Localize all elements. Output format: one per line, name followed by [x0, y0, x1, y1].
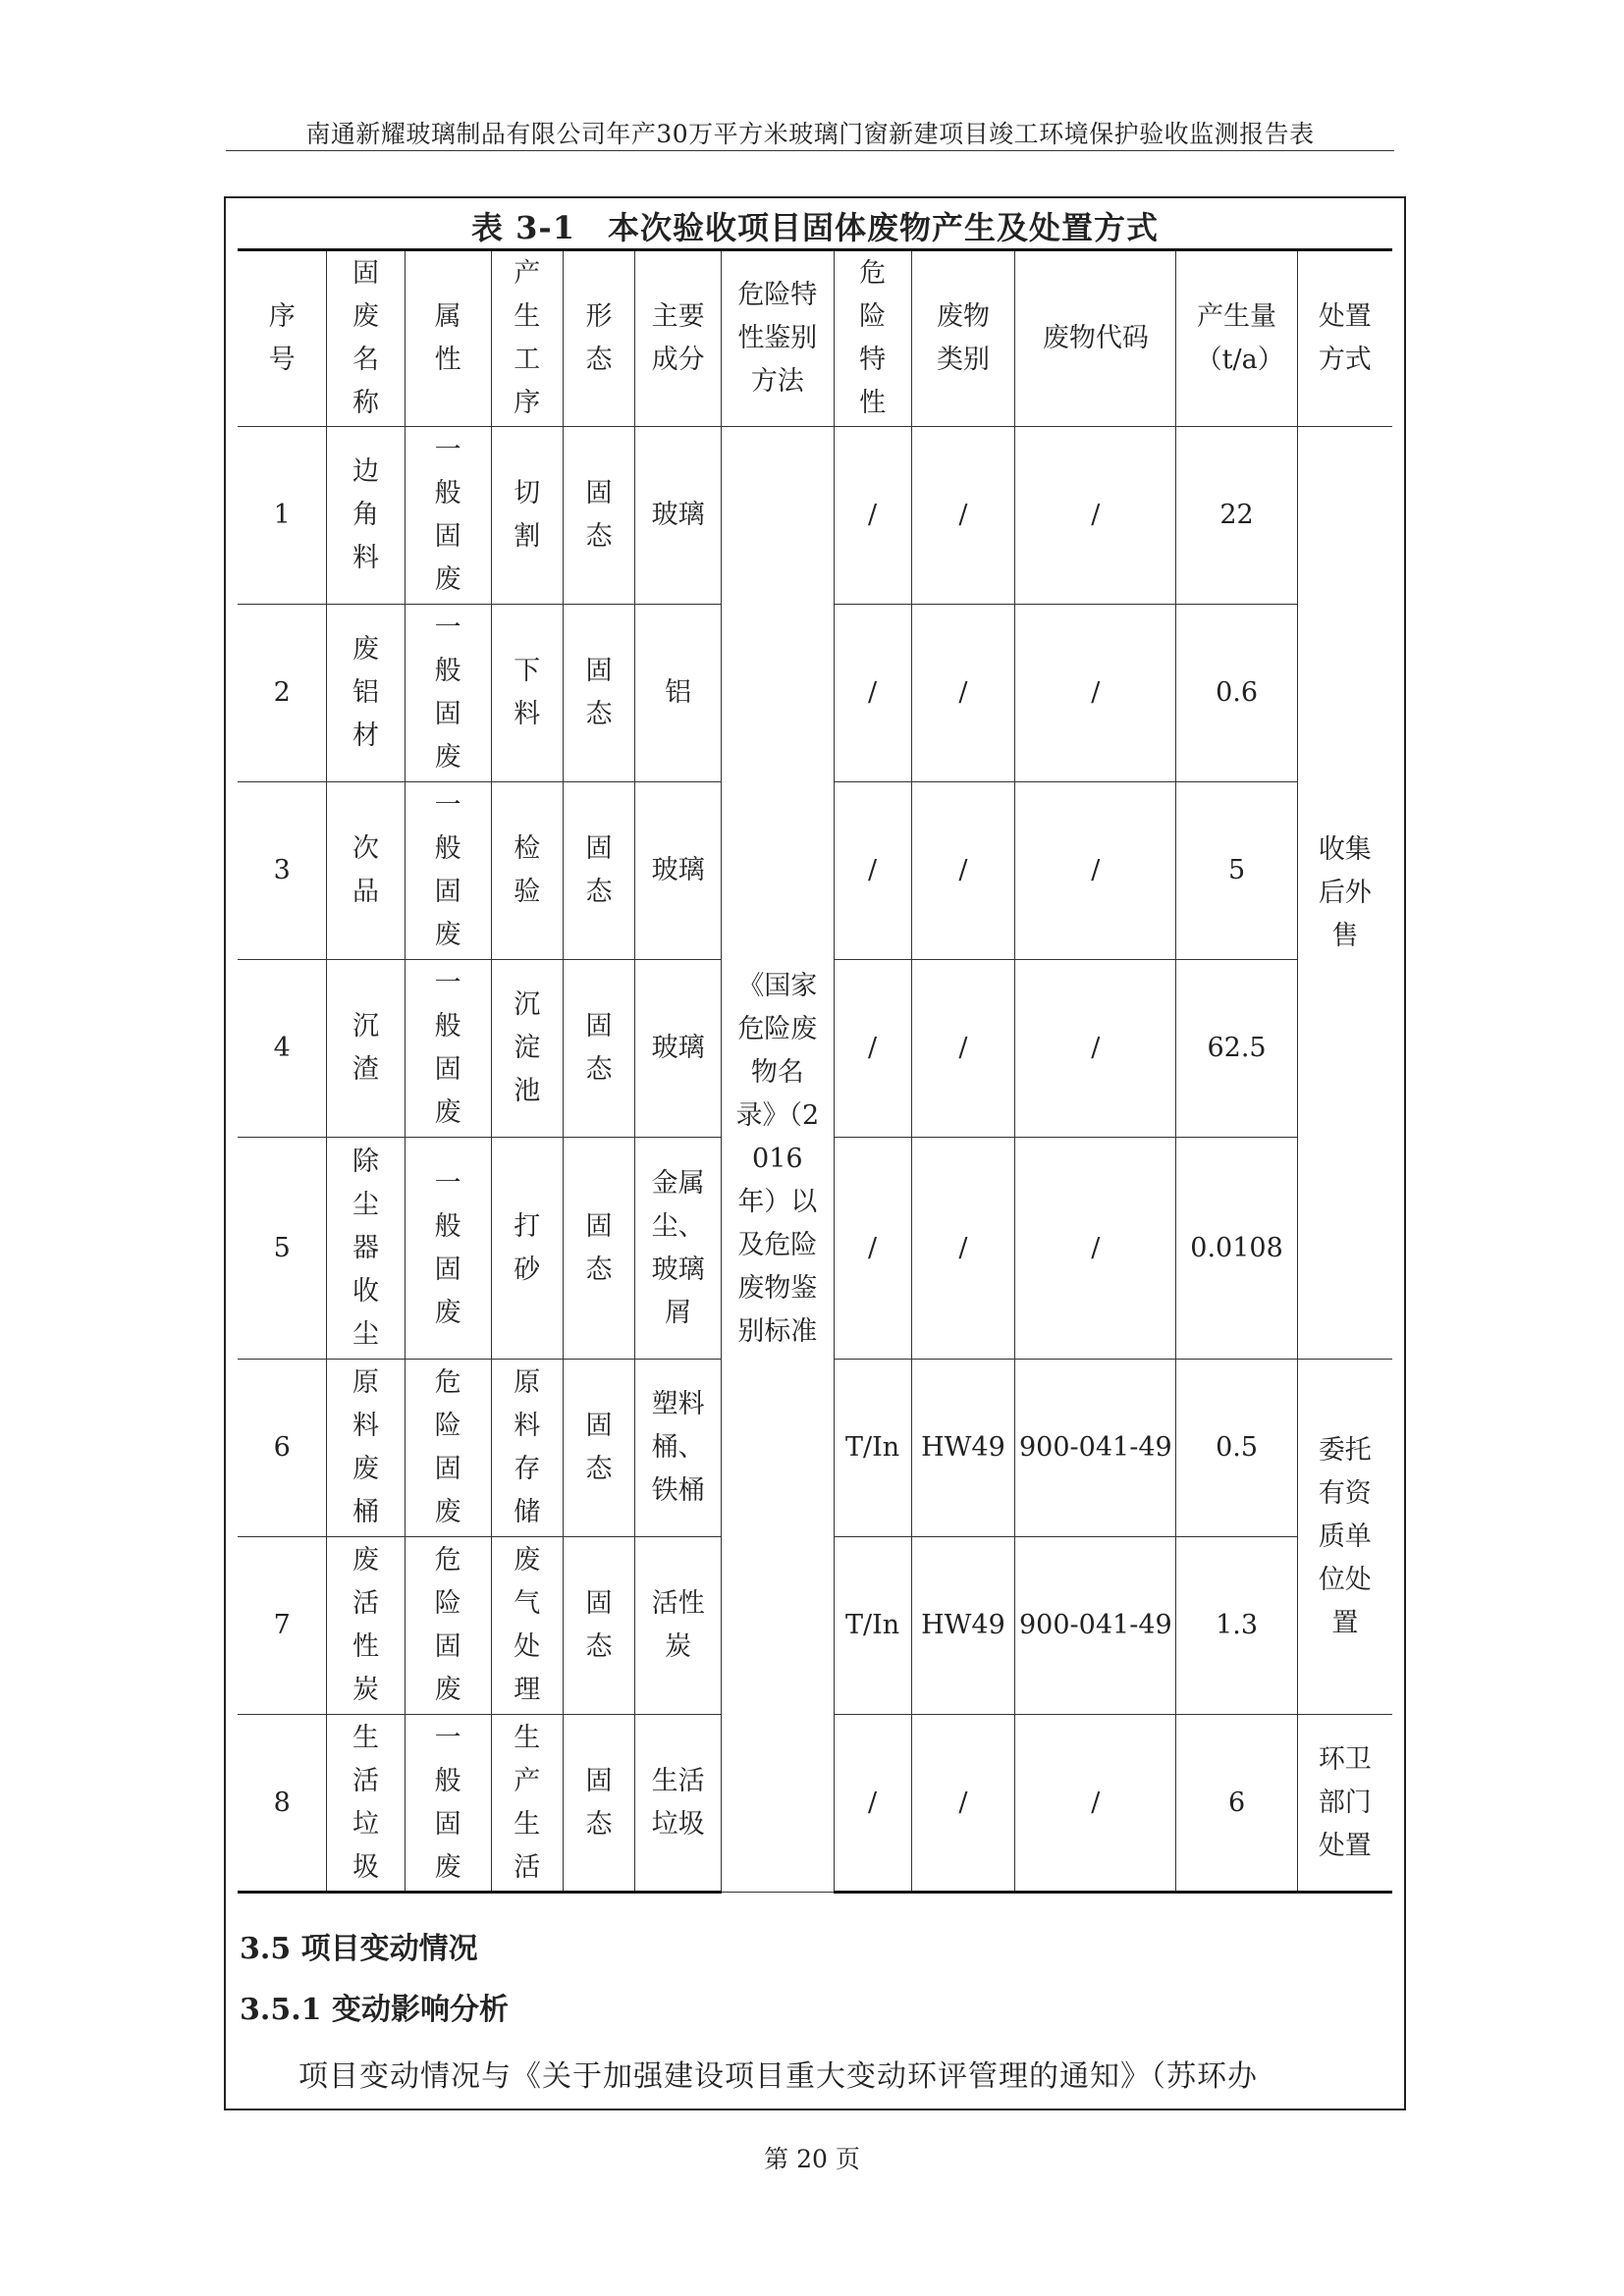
- cell-category: /: [911, 1715, 1015, 1893]
- cell-name: 除尘器收尘: [327, 1138, 405, 1360]
- cell-attr: 危险固废: [405, 1537, 491, 1715]
- cell-process: 沉淀池: [491, 960, 563, 1138]
- cell-attr: 一般固废: [405, 782, 491, 960]
- solid-waste-table: [238, 248, 1392, 1894]
- cell-amount: 0.5: [1176, 1360, 1297, 1537]
- cell-attr: 一般固废: [405, 960, 491, 1138]
- cell-category: /: [911, 1138, 1015, 1360]
- table-header-row: [238, 250, 1392, 427]
- cell-no: 7: [238, 1537, 327, 1715]
- cell-name: 边角料: [327, 427, 405, 605]
- cell-amount: 0.0108: [1176, 1138, 1297, 1360]
- cell-no: 3: [238, 782, 327, 960]
- cell-form: 固态: [563, 1138, 634, 1360]
- page-number: 第 20 页: [764, 2145, 860, 2173]
- cell-name: 原料废桶: [327, 1360, 405, 1537]
- cell-component: 玻璃: [635, 782, 722, 960]
- cell-component: 塑料桶、铁桶: [635, 1360, 722, 1537]
- cell-attr: 一般固废: [405, 1715, 491, 1893]
- cell-code: 900-041-49: [1015, 1537, 1176, 1715]
- cell-disposal: 委托有资质单位处置: [1297, 1360, 1392, 1715]
- cell-process: 下料: [491, 605, 563, 782]
- cell-amount: 1.3: [1176, 1537, 1297, 1715]
- body-paragraph: 项目变动情况与《关于加强建设项目重大变动环评管理的通知》（苏环办: [298, 2059, 1258, 2094]
- cell-component: 生活垃圾: [635, 1715, 722, 1893]
- cell-no: 6: [238, 1360, 327, 1537]
- cell-component: 铝: [635, 605, 722, 782]
- col-header: 产生量（t/a）: [1176, 250, 1297, 427]
- cell-hazard: T/In: [834, 1537, 911, 1715]
- cell-amount: 5: [1176, 782, 1297, 960]
- cell-form: 固态: [563, 960, 634, 1138]
- cell-no: 4: [238, 960, 327, 1138]
- cell-hazard: /: [834, 1138, 911, 1360]
- cell-hazard: T/In: [834, 1360, 911, 1537]
- cell-code: /: [1015, 782, 1176, 960]
- cell-process: 生产生活: [491, 1715, 563, 1893]
- cell-hazard: /: [834, 960, 911, 1138]
- cell-name: 废铝材: [327, 605, 405, 782]
- cell-code: /: [1015, 427, 1176, 605]
- cell-form: 固态: [563, 1360, 634, 1537]
- cell-disposal: 环卫部门处置: [1297, 1715, 1392, 1893]
- cell-attr: 危险固废: [405, 1360, 491, 1537]
- cell-no: 8: [238, 1715, 327, 1893]
- col-header: 固废名称: [327, 250, 405, 427]
- cell-attr: 一般固废: [405, 1138, 491, 1360]
- cell-hazard: /: [834, 1715, 911, 1893]
- section-heading-3-5: 3.5 项目变动情况: [240, 1932, 478, 1966]
- cell-hazard: /: [834, 605, 911, 782]
- cell-process: 打砂: [491, 1138, 563, 1360]
- col-header: 危险特性: [834, 250, 911, 427]
- cell-category: HW49: [911, 1537, 1015, 1715]
- cell-attr: 一般固废: [405, 427, 491, 605]
- cell-form: 固态: [563, 427, 634, 605]
- cell-form: 固态: [563, 1715, 634, 1893]
- cell-no: 5: [238, 1138, 327, 1360]
- col-header: 处置方式: [1297, 250, 1392, 427]
- col-header: 序号: [238, 250, 327, 427]
- cell-name: 废活性炭: [327, 1537, 405, 1715]
- cell-component: 玻璃: [635, 960, 722, 1138]
- cell-category: /: [911, 605, 1015, 782]
- col-header: 危险特性鉴别方法: [722, 250, 834, 427]
- header-rule: [226, 150, 1394, 151]
- cell-process: 切割: [491, 427, 563, 605]
- cell-code: /: [1015, 960, 1176, 1138]
- cell-attr: 一般固废: [405, 605, 491, 782]
- cell-name: 生活垃圾: [327, 1715, 405, 1893]
- cell-form: 固态: [563, 1537, 634, 1715]
- col-header: 产生工序: [491, 250, 563, 427]
- cell-category: /: [911, 960, 1015, 1138]
- cell-process: 原料存储: [491, 1360, 563, 1537]
- cell-code: /: [1015, 605, 1176, 782]
- cell-category: HW49: [911, 1360, 1015, 1537]
- cell-amount: 22: [1176, 427, 1297, 605]
- cell-component: 活性炭: [635, 1537, 722, 1715]
- cell-code: /: [1015, 1715, 1176, 1893]
- cell-no: 2: [238, 605, 327, 782]
- col-header: 主要成分: [635, 250, 722, 427]
- table-title: 表 3-1 本次验收项目固体废物产生及处置方式: [471, 209, 1159, 246]
- cell-hazard: /: [834, 782, 911, 960]
- cell-component: 金属尘、玻璃屑: [635, 1138, 722, 1360]
- col-header: 属性: [405, 250, 491, 427]
- cell-process: 检验: [491, 782, 563, 960]
- col-header: 废物类别: [911, 250, 1015, 427]
- cell-category: /: [911, 427, 1015, 605]
- table-row: [238, 427, 1392, 605]
- cell-code: /: [1015, 1138, 1176, 1360]
- cell-name: 次品: [327, 782, 405, 960]
- cell-form: 固态: [563, 605, 634, 782]
- cell-hazard: /: [834, 427, 911, 605]
- cell-process: 废气处理: [491, 1537, 563, 1715]
- cell-amount: 6: [1176, 1715, 1297, 1893]
- cell-code: 900-041-49: [1015, 1360, 1176, 1537]
- cell-no: 1: [238, 427, 327, 605]
- col-header: 形态: [563, 250, 634, 427]
- col-header: 废物代码: [1015, 250, 1176, 427]
- cell-name: 沉渣: [327, 960, 405, 1138]
- cell-component: 玻璃: [635, 427, 722, 605]
- cell-form: 固态: [563, 782, 634, 960]
- cell-category: /: [911, 782, 1015, 960]
- cell-amount: 0.6: [1176, 605, 1297, 782]
- cell-amount: 62.5: [1176, 960, 1297, 1138]
- cell-identification-method: 《国家危险废物名录》（2016年）以及危险废物鉴别标准: [722, 427, 834, 1893]
- page-header: 南通新耀玻璃制品有限公司年产30万平方米玻璃门窗新建项目竣工环境保护验收监测报告表: [305, 120, 1315, 148]
- section-heading-3-5-1: 3.5.1 变动影响分析: [240, 1993, 509, 2027]
- cell-disposal: 收集后外售: [1297, 427, 1392, 1360]
